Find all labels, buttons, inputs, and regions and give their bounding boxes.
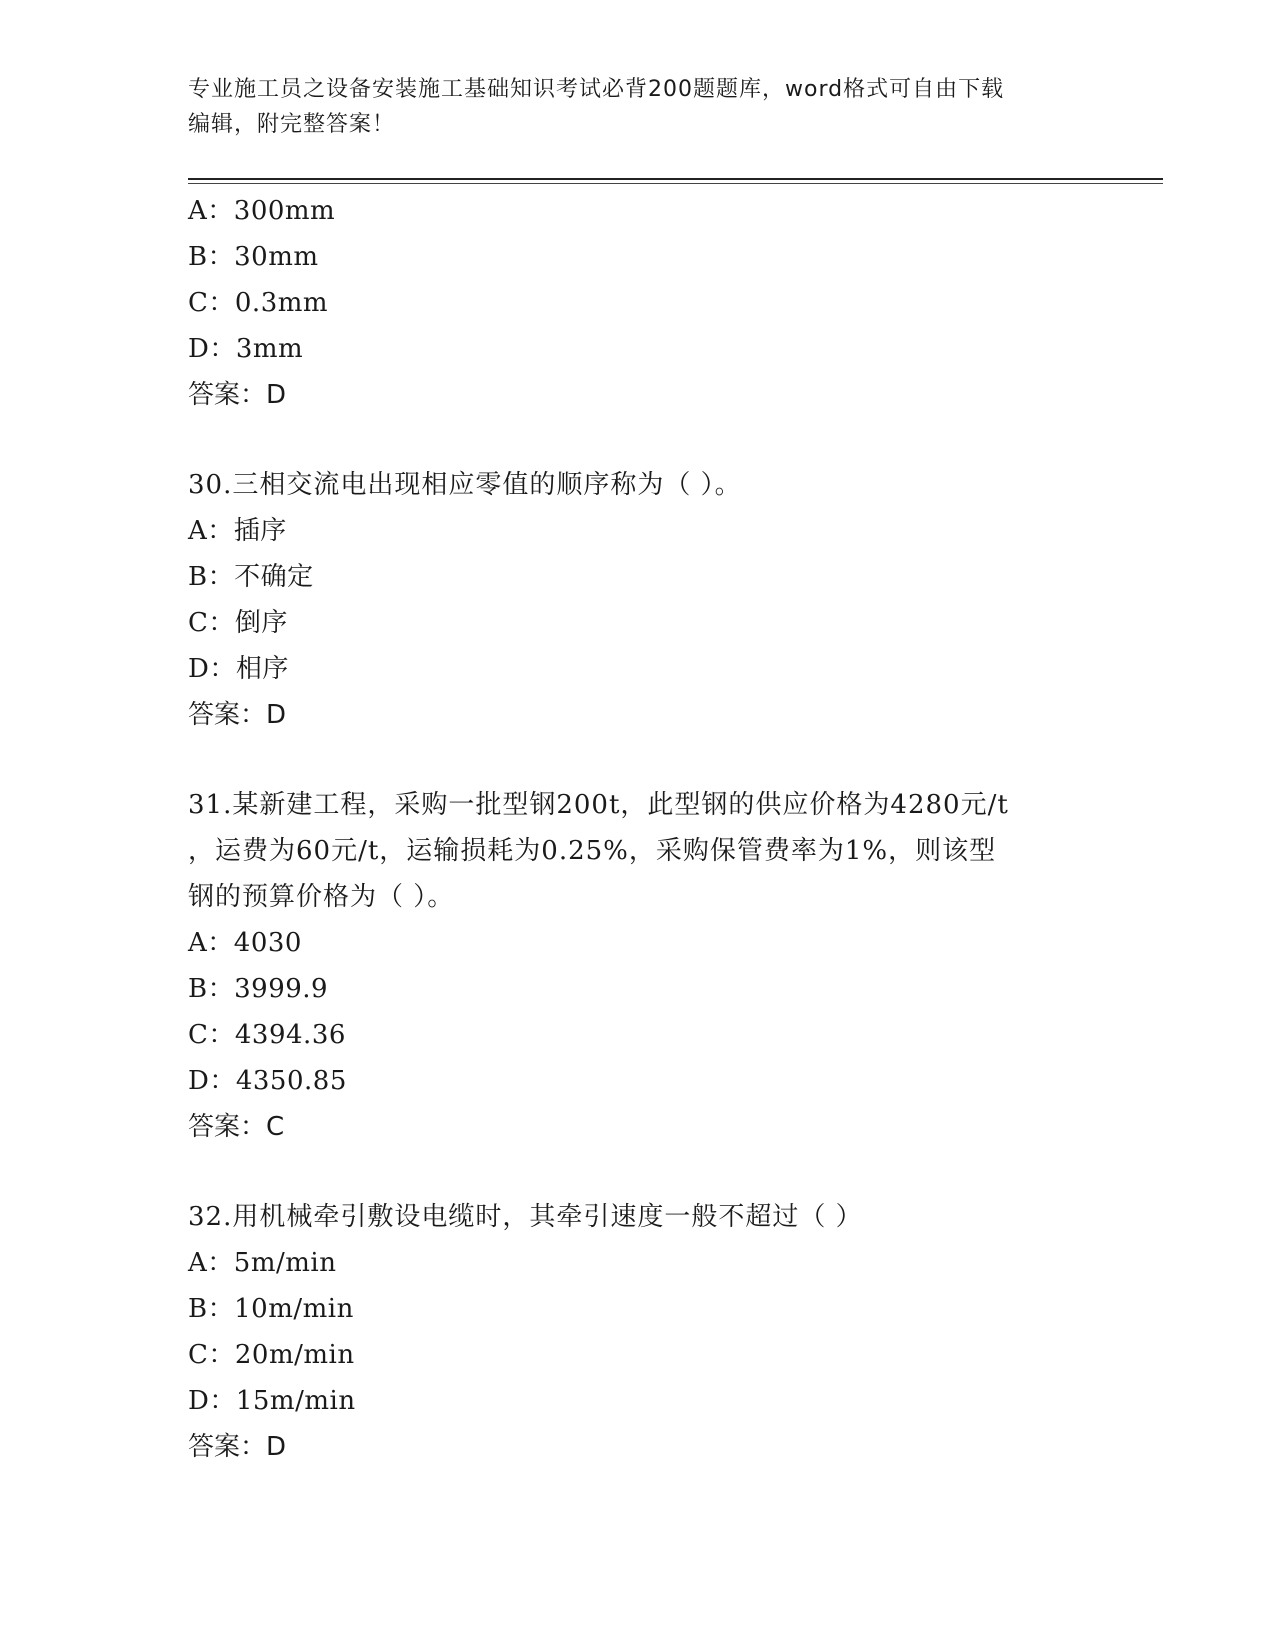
option-b: B：10m/min <box>188 1294 354 1324</box>
option-d: D：相序 <box>188 654 289 684</box>
header-divider-thin <box>188 183 1163 184</box>
question-stem: 30.三相交流电出现相应零值的顺序称为（ ）。 <box>188 470 742 500</box>
option-a: A：4030 <box>188 928 302 958</box>
header-title-line-1: 专业施工员之设备安装施工基础知识考试必背200题题库，word格式可自由下载 <box>188 77 1005 102</box>
option-c: C：倒序 <box>188 608 288 638</box>
option-c: C：4394.36 <box>188 1020 346 1050</box>
question-block-31 <box>188 782 1068 1150</box>
question-stem-line-1: 31.某新建工程，采购一批型钢200t，此型钢的供应价格为4280元/t <box>188 790 1009 820</box>
option-a: A：300mm <box>188 196 336 226</box>
question-block-32 <box>188 1194 1068 1470</box>
spacer <box>188 418 1068 462</box>
spacer <box>188 1150 1068 1194</box>
answer-line: 答案：D <box>188 700 287 730</box>
question-block-prev <box>188 188 1068 418</box>
header-title-line-2: 编辑，附完整答案！ <box>188 112 396 137</box>
spacer <box>188 738 1068 782</box>
option-d: D：15m/min <box>188 1386 356 1416</box>
option-c: C：0.3mm <box>188 288 329 318</box>
header-divider-thick <box>188 178 1163 180</box>
option-d: D：4350.85 <box>188 1066 347 1096</box>
option-b: B：30mm <box>188 242 319 272</box>
option-d: D：3mm <box>188 334 304 364</box>
option-c: C：20m/min <box>188 1340 355 1370</box>
question-block-30 <box>188 462 1068 738</box>
option-a: A：插序 <box>188 516 287 546</box>
question-stem-line-2: ，运费为60元/t，运输损耗为0.25%，采购保管费率为1%，则该型 <box>188 836 997 866</box>
question-list <box>188 188 1068 1470</box>
option-b: B：不确定 <box>188 562 314 592</box>
answer-line: 答案：D <box>188 1432 287 1462</box>
document-header <box>188 72 1088 142</box>
option-a: A：5m/min <box>188 1248 337 1278</box>
question-stem: 32.用机械牵引敷设电缆时，其牵引速度一般不超过（ ） <box>188 1202 863 1232</box>
answer-line: 答案：C <box>188 1112 285 1142</box>
answer-line: 答案：D <box>188 380 287 410</box>
option-b: B：3999.9 <box>188 974 329 1004</box>
question-stem-line-3: 钢的预算价格为（ ）。 <box>188 882 455 912</box>
